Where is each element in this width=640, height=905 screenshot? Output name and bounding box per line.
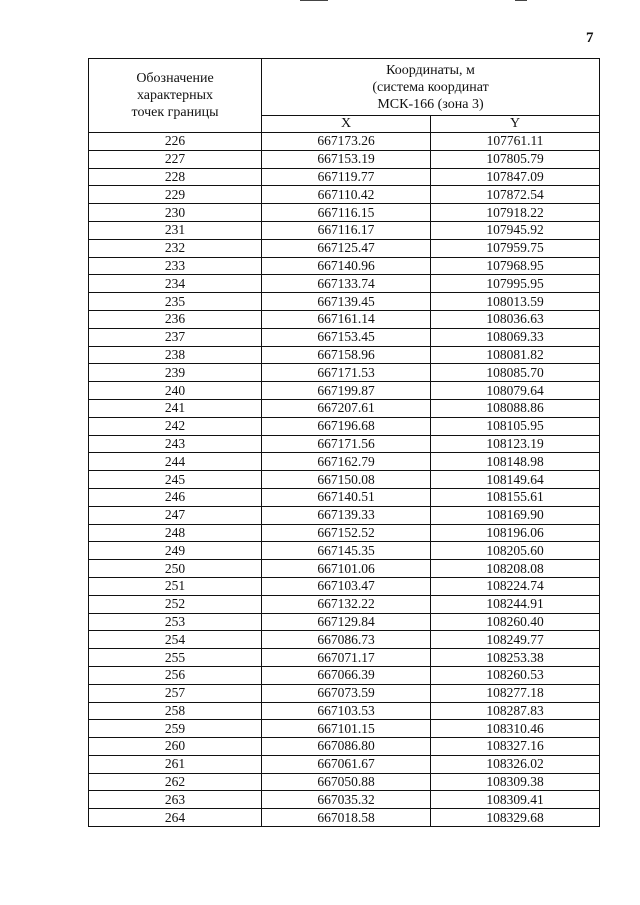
point-id-cell: 243	[89, 435, 262, 453]
y-column-header: Y	[431, 116, 600, 133]
x-coordinate-cell: 667145.35	[262, 542, 431, 560]
coordinates-header	[262, 59, 600, 116]
table-row	[89, 204, 600, 222]
y-coordinate-cell: 108081.82	[431, 346, 600, 364]
point-id-cell: 252	[89, 595, 262, 613]
table-row	[89, 257, 600, 275]
point-designation-header	[89, 59, 262, 133]
point-id-cell: 261	[89, 755, 262, 773]
y-coordinate-cell: 108079.64	[431, 382, 600, 400]
coords-header-line: (система координат	[372, 79, 489, 95]
x-coordinate-cell: 667086.80	[262, 738, 431, 756]
table-row	[89, 346, 600, 364]
point-id-cell: 257	[89, 684, 262, 702]
point-id-cell: 237	[89, 328, 262, 346]
x-coordinate-cell: 667086.73	[262, 631, 431, 649]
point-id-cell: 262	[89, 773, 262, 791]
x-coordinate-cell: 667110.42	[262, 186, 431, 204]
table-row	[89, 738, 600, 756]
table-row	[89, 649, 600, 667]
coords-header-line: МСК-166 (зона 3)	[377, 96, 484, 112]
y-coordinate-cell: 108123.19	[431, 435, 600, 453]
point-id-cell: 260	[89, 738, 262, 756]
table-row	[89, 791, 600, 809]
table-row	[89, 560, 600, 578]
x-coordinate-cell: 667199.87	[262, 382, 431, 400]
x-coordinate-cell: 667133.74	[262, 275, 431, 293]
table-row	[89, 613, 600, 631]
y-coordinate-cell: 108088.86	[431, 399, 600, 417]
table-row	[89, 666, 600, 684]
y-coordinate-cell: 108260.53	[431, 666, 600, 684]
y-coordinate-cell: 107968.95	[431, 257, 600, 275]
y-coordinate-cell: 108169.90	[431, 506, 600, 524]
table-row	[89, 595, 600, 613]
x-coordinate-cell: 667101.15	[262, 720, 431, 738]
table-row	[89, 221, 600, 239]
point-id-cell: 245	[89, 471, 262, 489]
table-row	[89, 133, 600, 151]
table-row	[89, 453, 600, 471]
point-id-cell: 236	[89, 310, 262, 328]
y-coordinate-cell: 107918.22	[431, 204, 600, 222]
x-coordinate-cell: 667140.96	[262, 257, 431, 275]
table-row	[89, 773, 600, 791]
x-coordinate-cell: 667129.84	[262, 613, 431, 631]
table-row	[89, 150, 600, 168]
point-id-cell: 239	[89, 364, 262, 382]
point-id-cell: 258	[89, 702, 262, 720]
y-coordinate-cell: 108310.46	[431, 720, 600, 738]
table-row	[89, 471, 600, 489]
table-row	[89, 720, 600, 738]
x-coordinate-cell: 667119.77	[262, 168, 431, 186]
x-coordinate-cell: 667101.06	[262, 560, 431, 578]
x-coordinate-cell: 667196.68	[262, 417, 431, 435]
y-coordinate-cell: 108196.06	[431, 524, 600, 542]
x-coordinate-cell: 667139.45	[262, 293, 431, 311]
x-coordinate-cell: 667153.45	[262, 328, 431, 346]
point-id-cell: 227	[89, 150, 262, 168]
x-coordinate-cell: 667150.08	[262, 471, 431, 489]
point-id-cell: 226	[89, 133, 262, 151]
point-id-cell: 264	[89, 809, 262, 827]
y-coordinate-cell: 108036.63	[431, 310, 600, 328]
x-coordinate-cell: 667162.79	[262, 453, 431, 471]
x-coordinate-cell: 667152.52	[262, 524, 431, 542]
y-coordinate-cell: 108244.91	[431, 595, 600, 613]
x-coordinate-cell: 667171.53	[262, 364, 431, 382]
table-row	[89, 631, 600, 649]
table-row	[89, 488, 600, 506]
y-coordinate-cell: 108253.38	[431, 649, 600, 667]
x-coordinate-cell: 667207.61	[262, 399, 431, 417]
point-id-cell: 233	[89, 257, 262, 275]
y-coordinate-cell: 107872.54	[431, 186, 600, 204]
point-id-cell: 240	[89, 382, 262, 400]
coordinates-table	[88, 58, 600, 827]
x-coordinate-cell: 667153.19	[262, 150, 431, 168]
y-coordinate-cell: 108309.41	[431, 791, 600, 809]
y-coordinate-cell: 108205.60	[431, 542, 600, 560]
point-header-line: характерных	[136, 88, 214, 103]
x-coordinate-cell: 667161.14	[262, 310, 431, 328]
top-edge-line-left	[300, 0, 328, 1]
table-row	[89, 417, 600, 435]
y-coordinate-cell: 108309.38	[431, 773, 600, 791]
y-coordinate-cell: 107995.95	[431, 275, 600, 293]
point-id-cell: 241	[89, 399, 262, 417]
table-row	[89, 809, 600, 827]
table-row	[89, 524, 600, 542]
table-body	[89, 133, 600, 827]
y-coordinate-cell: 108329.68	[431, 809, 600, 827]
table-row	[89, 684, 600, 702]
table-row	[89, 293, 600, 311]
table-row	[89, 399, 600, 417]
table-row	[89, 702, 600, 720]
y-coordinate-cell: 108085.70	[431, 364, 600, 382]
point-header-line: точек границы	[131, 105, 219, 120]
x-coordinate-cell: 667073.59	[262, 684, 431, 702]
x-coordinate-cell: 667132.22	[262, 595, 431, 613]
point-id-cell: 263	[89, 791, 262, 809]
x-coordinate-cell: 667158.96	[262, 346, 431, 364]
table-row	[89, 328, 600, 346]
y-coordinate-cell: 108326.02	[431, 755, 600, 773]
y-coordinate-cell: 108224.74	[431, 577, 600, 595]
x-coordinate-cell: 667171.56	[262, 435, 431, 453]
y-coordinate-cell: 107805.79	[431, 150, 600, 168]
table-row	[89, 382, 600, 400]
x-coordinate-cell: 667139.33	[262, 506, 431, 524]
point-id-cell: 249	[89, 542, 262, 560]
x-coordinate-cell: 667116.15	[262, 204, 431, 222]
x-coordinate-cell: 667018.58	[262, 809, 431, 827]
point-id-cell: 256	[89, 666, 262, 684]
table-row	[89, 435, 600, 453]
y-coordinate-cell: 108148.98	[431, 453, 600, 471]
x-coordinate-cell: 667066.39	[262, 666, 431, 684]
y-coordinate-cell: 108260.40	[431, 613, 600, 631]
y-coordinate-cell: 108287.83	[431, 702, 600, 720]
x-coordinate-cell: 667061.67	[262, 755, 431, 773]
point-id-cell: 234	[89, 275, 262, 293]
point-id-cell: 254	[89, 631, 262, 649]
x-coordinate-cell: 667173.26	[262, 133, 431, 151]
y-coordinate-cell: 108277.18	[431, 684, 600, 702]
x-column-header: X	[262, 116, 431, 133]
y-coordinate-cell: 107761.11	[431, 133, 600, 151]
x-coordinate-cell: 667125.47	[262, 239, 431, 257]
point-id-cell: 242	[89, 417, 262, 435]
y-coordinate-cell: 108013.59	[431, 293, 600, 311]
y-coordinate-cell: 107959.75	[431, 239, 600, 257]
top-edge-line-right	[515, 0, 527, 1]
y-coordinate-cell: 108105.95	[431, 417, 600, 435]
point-id-cell: 229	[89, 186, 262, 204]
y-coordinate-cell: 107945.92	[431, 221, 600, 239]
table-row	[89, 186, 600, 204]
point-id-cell: 255	[89, 649, 262, 667]
x-coordinate-cell: 667035.32	[262, 791, 431, 809]
point-id-cell: 248	[89, 524, 262, 542]
point-id-cell: 247	[89, 506, 262, 524]
point-id-cell: 231	[89, 221, 262, 239]
y-coordinate-cell: 108155.61	[431, 488, 600, 506]
table-row	[89, 755, 600, 773]
point-id-cell: 253	[89, 613, 262, 631]
table-row	[89, 542, 600, 560]
y-coordinate-cell: 108249.77	[431, 631, 600, 649]
y-coordinate-cell: 108069.33	[431, 328, 600, 346]
point-id-cell: 228	[89, 168, 262, 186]
point-id-cell: 246	[89, 488, 262, 506]
point-id-cell: 232	[89, 239, 262, 257]
coords-header-line: Координаты, м	[386, 62, 475, 78]
point-id-cell: 238	[89, 346, 262, 364]
table-row	[89, 364, 600, 382]
y-coordinate-cell: 107847.09	[431, 168, 600, 186]
table-row	[89, 168, 600, 186]
page-number: 7	[586, 30, 594, 46]
point-header-line: Обозначение	[136, 71, 214, 86]
point-id-cell: 235	[89, 293, 262, 311]
x-coordinate-cell: 667116.17	[262, 221, 431, 239]
x-coordinate-cell: 667103.47	[262, 577, 431, 595]
y-coordinate-cell: 108208.08	[431, 560, 600, 578]
table-row	[89, 506, 600, 524]
point-id-cell: 259	[89, 720, 262, 738]
table-row	[89, 577, 600, 595]
point-id-cell: 250	[89, 560, 262, 578]
table-row	[89, 310, 600, 328]
table-row	[89, 275, 600, 293]
y-coordinate-cell: 108149.64	[431, 471, 600, 489]
x-coordinate-cell: 667050.88	[262, 773, 431, 791]
point-id-cell: 251	[89, 577, 262, 595]
table-row	[89, 239, 600, 257]
x-coordinate-cell: 667140.51	[262, 488, 431, 506]
x-coordinate-cell: 667071.17	[262, 649, 431, 667]
y-coordinate-cell: 108327.16	[431, 738, 600, 756]
x-coordinate-cell: 667103.53	[262, 702, 431, 720]
point-id-cell: 244	[89, 453, 262, 471]
point-id-cell: 230	[89, 204, 262, 222]
